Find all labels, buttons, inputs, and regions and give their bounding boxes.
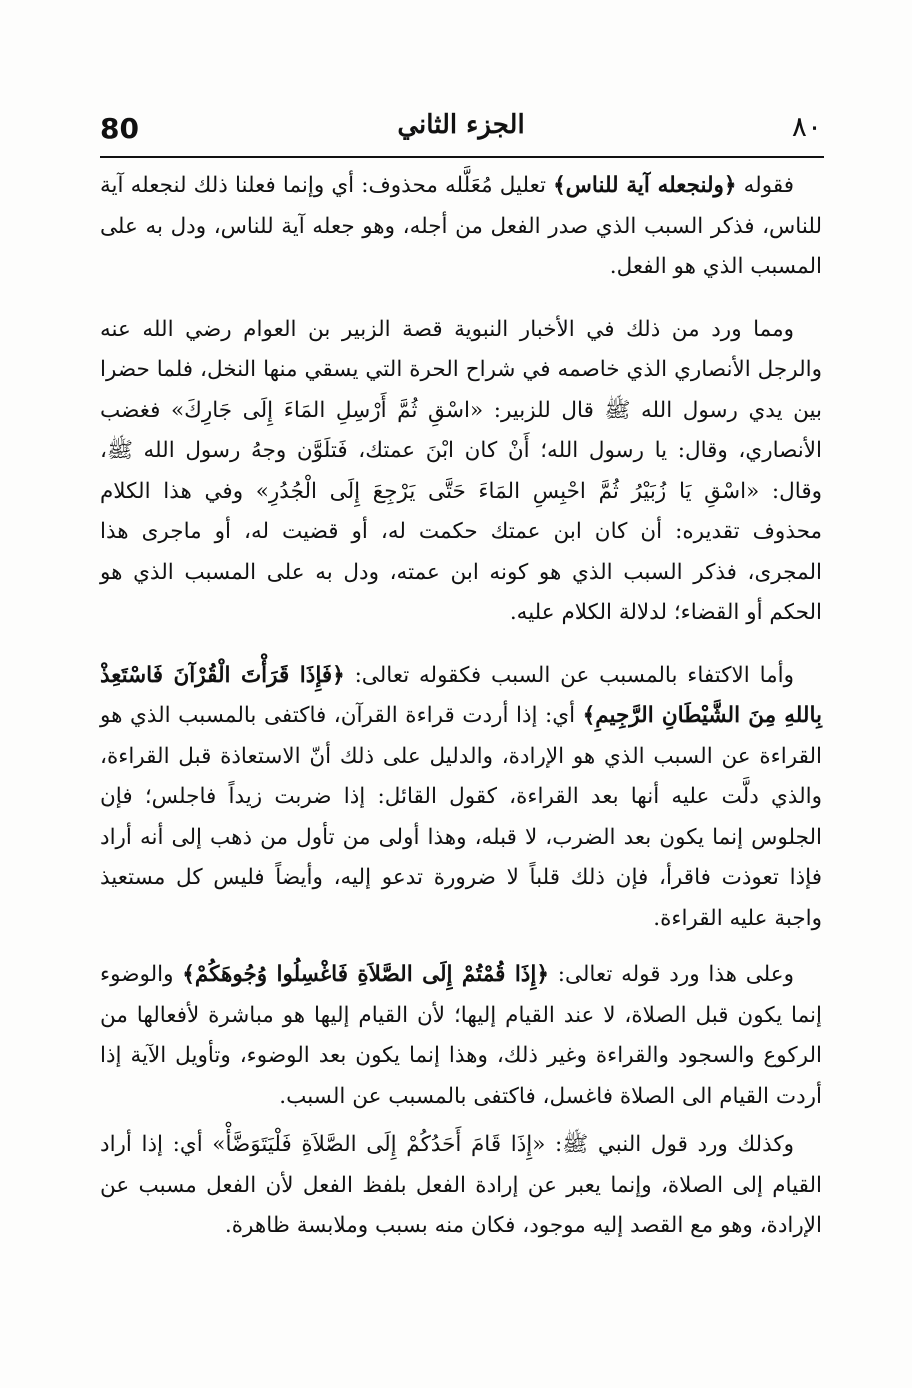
paragraph-text: أي: إذا أردت قراءة القرآن، فاكتفى بالمسبب الذي هو القراءة عن السبب الذي هو الإرادة، والدليل على ذلك أنّ الاستعاذة قبل القراءة، والذي دلَّت عليه أنها بعد القراءة، كقول القائل: إذا ضربت زيداً فاجلس؛ فإن الجلوس إنما يكون بعد الضرب، لا قبله، وهذا أولى من تأول من ذهب إلى أنه أراد فإذا تعوذت فاقرأ، فإن ذلك قلباً لا ضرورة تدعو إليه، وأيضاً فليس كل مستعيذ واجبة عليه القراءة. [100, 703, 822, 931]
paragraph-text: وأما الاكتفاء بالمسبب عن السبب فكقوله تعالى: [344, 662, 795, 688]
page-header [100, 110, 822, 150]
paragraph-text: تعليل مُعَلَّله محذوف: أي وإنما فعلنا ذلك لنجعله آية للناس، فذكر السبب الذي صدر الفعل من أجله، وهو جعله آية للناس، ودل به على المسبب الذي هو الفعل. [100, 173, 822, 279]
quran-quote: ﴿فَإِذَا قَرَأْتَ الْقُرْآنَ فَاسْتَعِذْ بِاللهِ مِنَ الشَّيْطَانِ الرَّجِيمِ﴾ [100, 662, 822, 728]
quran-quote: ﴿ولنجعله آية للناس﴾ [553, 173, 737, 198]
paragraph-text: فقوله [736, 173, 794, 198]
paragraph-2 [100, 310, 822, 634]
paragraph-text: ومما ورد من ذلك في الأخبار النبوية قصة الزبير بن العوام رضي الله عنه والرجل الأنصاري الذي خاصمه في شراح الحرة التي يسقي منها النخل، فلما حضرا بين يدي رسول الله ﷺ قال للزبير: «اسْقِ ثُمَّ أَرْسِلِ المَاءَ إِلَى جَارِكَ» فغضب الأنصاري، وقال: يا رسول الله؛ أَنْ كان ابْنَ عمتك، فَتلَوَّن وجهُ رسول الله ﷺ، وقال: «اسْقِ يَا زُبَيْرُ ثُمَّ احْبِسِ المَاءَ حَتَّى يَرْجِعَ إِلَى الْجُدُرِ» وفي هذا الكلام محذوف تقديره: أن كان ابن عمتك حكمت له، أو قضيت له، أو ماجرى هذا المجرى، فذكر السبب الذي هو كونه ابن عمته، ودل به على المسبب الذي هو الحكم أو القضاء؛ لدلالة الكلام عليه. [100, 316, 822, 625]
running-title: الجزء الثاني [397, 110, 525, 140]
paragraph-text: وعلى هذا ورد قوله تعالى: [548, 962, 794, 987]
paragraph-5 [100, 1125, 822, 1247]
header-rule [100, 156, 824, 158]
page-number-latin: 80 [100, 112, 139, 145]
page-body [100, 166, 822, 1247]
quran-quote: ﴿إِذَا قُمْتُمْ إِلَى الصَّلاَةِ فَاغْسِلُوا وُجُوهَكُمْ﴾ [182, 962, 549, 987]
paragraph-3 [100, 656, 822, 940]
paragraph-4 [100, 955, 822, 1117]
paragraph-1 [100, 166, 822, 288]
page-number-arabic: ٨٠ [791, 110, 822, 143]
paragraph-text: وكذلك ورد قول النبي ﷺ: «إِذَا قَامَ أَحَدُكُمْ إِلَى الصَّلاَةِ فَلْيَتَوَضَّأْ» أي: إذا أراد القيام إلى الصلاة، وإنما يعبر عن إرادة الفعل بلفظ الفعل لأن الفعل مسبب عن الإرادة، وهو مع القصد إليه موجود، فكان منه بسبب وملابسة ظاهرة. [100, 1132, 822, 1238]
paragraph-text: والوضوء إنما يكون قبل الصلاة، لا عند القيام إليها؛ لأن القيام إليها هو مباشرة لأفعالها من الركوع والسجود والقراءة وغير ذلك، وهذا إنما يكون بعد الوضوء، وتأويل الآية إذا أردت القيام الى الصلاة فاغسل، فاكتفى بالمسبب عن السبب. [100, 962, 822, 1109]
